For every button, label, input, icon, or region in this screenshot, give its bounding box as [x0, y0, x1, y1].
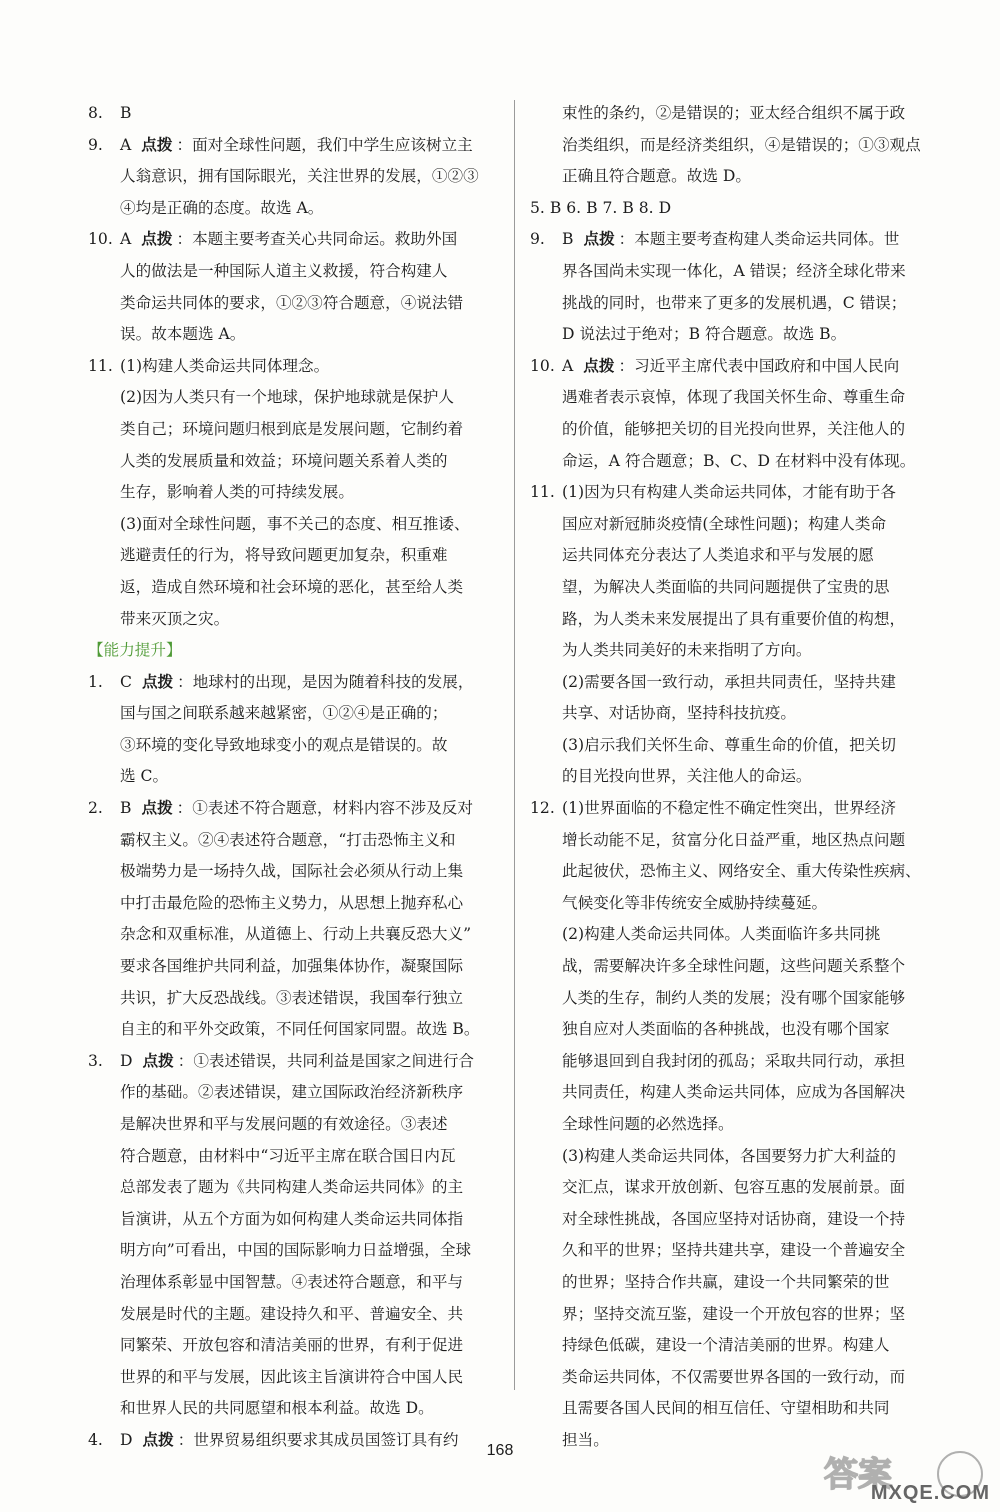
answer-subpart-line: 共同责任，构建人类命运共同体，应成为各国解决 — [562, 1083, 906, 1102]
answer-subpart-line: 带来灭顶之灾。 — [120, 609, 230, 628]
question-number: 9. — [530, 230, 545, 249]
answer-item — [530, 477, 940, 793]
answer-line: 和世界人民的共同愿望和根本利益。故选 D。 — [120, 1399, 434, 1418]
question-number: 1. — [88, 672, 103, 691]
answer-line: 10. A 点拨 ：本题主要考查关心共同命运。救助外国 — [88, 224, 500, 256]
answer-line: 界各国尚未实现一体化，A 错误；经济全球化带来 — [562, 261, 906, 280]
hint-label: 点拨 — [141, 672, 174, 691]
answer-text: (1)世界面临的不稳定性不确定性突出，世界经济 — [562, 799, 896, 818]
hint-label: 点拨 — [141, 230, 173, 249]
answer-text: (1)因为只有构建人类命运共同体，才能有助于各 — [562, 483, 896, 502]
column-divider — [514, 100, 515, 1390]
answer-line: 国应对新冠肺炎疫情(全球性问题)；构建人类命 — [562, 514, 887, 533]
answer-line: ④均是正确的态度。故选 A。 — [120, 198, 324, 217]
answer-item — [88, 793, 500, 1046]
question-number: 12. — [530, 799, 555, 818]
answer-choice: B — [120, 799, 132, 818]
answer-choice: A — [120, 135, 132, 154]
watermark-site: MXQE.COM — [870, 1482, 990, 1504]
answer-line: 治理体系彰显中国智慧。④表述符合题意，和平与 — [120, 1272, 464, 1291]
answer-subpart-line: 对全球性挑战，各国应坚持对话协商，建设一个持 — [562, 1209, 906, 1228]
answer-subpart-line: 类命运共同体，不仅需要世界各国的一致行动，而 — [562, 1367, 906, 1386]
answer-line: 路，为人类未来发展提出了具有重要价值的构想， — [562, 609, 906, 628]
answer-line: 挑战的同时，也带来了更多的发展机遇，C 错误； — [562, 293, 907, 312]
question-number: 3. — [88, 1051, 103, 1070]
answer-line: 10. A 点拨 ：习近平主席代表中国政府和中国人民向 — [530, 351, 940, 383]
answer-line: 正确且符合题意。故选 D。 — [562, 167, 751, 186]
answer-text: 习近平主席代表中国政府和中国人民向 — [634, 356, 900, 375]
question-number: 8. — [88, 104, 103, 122]
answer-subpart-line: (2)需要各国一致行动，承担共同责任，坚持共建 — [562, 672, 896, 691]
answer-line: 明方向”可看出，中国的国际影响力日益增强，全球 — [120, 1241, 472, 1260]
answer-line: 类命运共同体的要求，①②③符合题意，④说法错 — [120, 293, 464, 312]
answer-text: (1)构建人类命运共同体理念。 — [120, 356, 330, 375]
answer-line: 9. B 点拨 ：本题主要考查构建人类命运共同体。世 — [530, 224, 940, 256]
answer-text: B — [120, 104, 132, 122]
answer-subpart-line: 的目光投向世界，关注他人的命运。 — [562, 767, 812, 786]
answer-subpart-line: (2)构建人类命运共同体。人类面临许多共同挑 — [562, 925, 881, 944]
left-column — [88, 98, 500, 1457]
answer-line: 1. C 点拨 ：地球村的出现，是因为随着科技的发展， — [88, 667, 500, 699]
answer-line: 此起彼伏，恐怖主义、网络安全、重大传染性疾病、 — [562, 862, 921, 881]
answer-item — [88, 130, 500, 225]
answer-subpart-line: 类自己；环境问题归根到底是发展问题，它制约着 — [120, 419, 464, 438]
answer-line: 极端势力是一场持久战，国际社会必须从行动上集 — [120, 862, 464, 881]
answer-line: 杂念和双重标准，从道德上、行动上共襄反恐大义” — [120, 925, 472, 944]
answer-choice: B — [562, 230, 574, 249]
answer-subpart-line: 界；坚持交流互鉴，建设一个开放包容的世界；坚 — [562, 1304, 906, 1323]
answer-item — [88, 667, 500, 793]
answer-subpart-line: (2)因为人类只有一个地球，保护地球就是保护人 — [120, 388, 454, 407]
answer-text: 本题主要考查构建人类命运共同体。世 — [634, 230, 900, 249]
hint-label: 点拨 — [583, 356, 615, 375]
answer-choice: D — [120, 1051, 133, 1070]
answer-subpart-line: 独自应对人类面临的各种挑战，也没有哪个国家 — [562, 1020, 890, 1039]
answer-line: 5. B 6. B 7. B 8. D — [530, 198, 672, 217]
answer-subpart-line: 担当。 — [562, 1430, 609, 1449]
section-heading: 【能力提升】 — [88, 641, 182, 660]
answer-line: 旨演讲，从五个方面为如何构建人类命运共同体指 — [120, 1209, 464, 1228]
answer-line: 2. B 点拨 ：①表述不符合题意，材料内容不涉及反对 — [88, 793, 500, 825]
answer-line: 符合题意，由材料中“习近平主席在联合国日内瓦 — [120, 1146, 456, 1165]
answer-subpart-line: 能够退回到自我封闭的孤岛；采取共同行动，承担 — [562, 1051, 906, 1070]
answer-item — [530, 793, 940, 1456]
hint-label: 点拨 — [142, 1051, 174, 1070]
answer-line: 国与国之间联系越来越紧密，①②④是正确的； — [120, 704, 448, 723]
question-number: 4. — [88, 1430, 103, 1449]
answer-line: 治类组织，而是经济类组织，④是错误的；①③观点 — [562, 135, 921, 154]
answer-line: 中打击最危险的恐怖主义势力，从思想上抛弃私心 — [120, 893, 464, 912]
answer-line: 误。故本题选 A。 — [120, 325, 246, 344]
answer-line: 人的做法是一种国际人道主义救援，符合构建人 — [120, 261, 448, 280]
answer-item — [530, 193, 940, 225]
answer-item — [88, 351, 500, 635]
answer-line: 世界的和平与发展，因此该主旨演讲符合中国人民 — [120, 1367, 464, 1386]
answer-line: 要求各国维护共同利益，加强集体协作，凝聚国际 — [120, 957, 464, 976]
answer-line: 命运，A 符合题意；B、C、D 在材料中没有体现。 — [562, 451, 916, 470]
hint-label: 点拨 — [142, 1430, 174, 1449]
svg-text:答案: 答案 — [824, 1455, 892, 1495]
answer-line: 运共同体充分表达了人类追求和平与发展的愿 — [562, 546, 874, 565]
answer-text: 地球村的出现，是因为随着科技的发展， — [192, 672, 474, 691]
answer-line: 共识，扩大反恐战线。③表述错误，我国奉行独立 — [120, 988, 464, 1007]
answer-line: 望，为解决人类面临的共同问题提供了宝贵的思 — [562, 577, 890, 596]
answer-subpart-line: 共享、对话协商，坚持科技抗疫。 — [562, 704, 796, 723]
answer-subpart-line: 久和平的世界；坚持共建共享，建设一个普遍安全 — [562, 1241, 906, 1260]
answer-line: 人翁意识，拥有国际眼光，关注世界的发展，①②③ — [120, 167, 479, 186]
answer-line: 束性的条约，②是错误的；亚太经合组织不属于政 — [562, 104, 906, 122]
answer-item — [88, 224, 500, 350]
answer-text: 面对全球性问题，我们中学生应该树立主 — [192, 135, 473, 154]
answer-item — [88, 1046, 500, 1425]
page-number: 168 — [486, 1442, 514, 1459]
answer-line — [88, 351, 500, 383]
answer-subpart-line: 全球性问题的必然选择。 — [562, 1115, 734, 1133]
answer-choice: C — [120, 672, 132, 691]
answer-item — [88, 98, 500, 130]
answer-line: 选 C。 — [120, 767, 169, 786]
question-number: 10. — [530, 356, 555, 375]
answer-line: 是解决世界和平与发展问题的有效途径。③表述 — [120, 1115, 448, 1133]
hint-label: 点拨 — [583, 230, 615, 249]
answer-subpart-line: 逃避责任的行为，将导致问题更加复杂，积重难 — [120, 546, 448, 565]
answer-subpart-line: 持绿色低碳，建设一个清洁美丽的世界。构建人 — [562, 1336, 890, 1355]
answer-line — [88, 98, 500, 130]
answer-subpart-line: (3)面对全球性问题，事不关己的态度、相互推诿、 — [120, 514, 470, 533]
answer-line — [530, 793, 940, 825]
answer-item — [530, 351, 940, 477]
answer-line: D 说法过于绝对；B 符合题意。故选 B。 — [562, 325, 847, 344]
answer-line: 同繁荣、开放包容和清洁美丽的世界，有利于促进 — [120, 1336, 464, 1355]
answer-subpart-line: 返，造成自然环境和社会环境的恶化，甚至给人类 — [120, 577, 464, 596]
answer-line: 4. D 点拨 ：世界贸易组织要求其成员国签订具有约 — [88, 1425, 500, 1457]
question-number: 9. — [88, 135, 103, 154]
answer-text: ①表述不符合题意，材料内容不涉及反对 — [192, 799, 473, 818]
answer-subpart-line: (3)启示我们关怀生命、尊重生命的价值，把关切 — [562, 735, 896, 754]
hint-label: 点拨 — [141, 135, 173, 154]
answer-item — [530, 224, 940, 350]
answer-subpart-line: 的世界；坚持合作共赢，建设一个共同繁荣的世 — [562, 1272, 890, 1291]
answer-line: 气候变化等非传统安全威胁持续蔓延。 — [562, 893, 828, 912]
answer-line: 增长动能不足，贫富分化日益严重，地区热点问题 — [562, 830, 906, 849]
question-number: 11. — [530, 483, 555, 502]
answer-line: 9. A 点拨 ：面对全球性问题，我们中学生应该树立主 — [88, 130, 500, 162]
answer-subpart-line: (3)构建人类命运共同体，各国要努力扩大利益的 — [562, 1146, 896, 1165]
answer-subpart-line: 人类的生存，制约人类的发展；没有哪个国家能够 — [562, 988, 906, 1007]
answer-line: 总部发表了题为《共同构建人类命运共同体》的主 — [120, 1178, 464, 1197]
answer-item — [530, 98, 940, 193]
answer-line: 为人类共同美好的未来指明了方向。 — [562, 641, 812, 660]
answer-subpart-line: 交汇点，谋求开放创新、包容互惠的发展前景。面 — [562, 1178, 906, 1197]
answer-line: 3. D 点拨 ：①表述错误，共同利益是国家之间进行合 — [88, 1046, 500, 1078]
answer-subpart-line: 人类的发展质量和效益；环境问题关系着人类的 — [120, 451, 448, 470]
answer-subpart-line: 且需要各国人民间的相互信任、守望相助和共同 — [562, 1399, 890, 1418]
question-number: 10. — [88, 230, 113, 249]
answer-line: 作的基础。②表述错误，建立国际政治经济新秩序 — [120, 1083, 464, 1102]
answer-line: 的价值，能够把关切的目光投向世界，关注他人的 — [562, 419, 906, 438]
answer-choice: D — [120, 1430, 133, 1449]
answer-text: 本题主要考查关心共同命运。救助外国 — [192, 230, 458, 249]
answer-text: ①表述错误，共同利益是国家之间进行合 — [193, 1051, 475, 1070]
answer-text: 世界贸易组织要求其成员国签订具有约 — [193, 1430, 459, 1449]
question-number: 11. — [88, 356, 113, 375]
question-number: 2. — [88, 799, 103, 818]
answer-line: 自主的和平外交政策，不同任何国家同盟。故选 B。 — [120, 1020, 480, 1039]
answer-line: 遇难者表示哀悼，体现了我国关怀生命、尊重生命 — [562, 388, 906, 407]
answer-line: 发展是时代的主题。建设持久和平、普遍安全、共 — [120, 1304, 464, 1323]
answer-subpart-line: 生存，影响着人类的可持续发展。 — [120, 483, 354, 502]
answer-line: ③环境的变化导致地球变小的观点是错误的。故 — [120, 735, 448, 754]
answer-line: 霸权主义。②④表述符合题意，“打击恐怖主义和 — [120, 830, 456, 849]
answer-line — [530, 477, 940, 509]
answer-subpart-line: 战，需要解决许多全球性问题，这些问题关系整个 — [562, 957, 906, 976]
right-column — [530, 98, 940, 1457]
answer-choice: A — [120, 230, 132, 249]
answer-choice: A — [562, 356, 574, 375]
hint-label: 点拨 — [141, 799, 173, 818]
